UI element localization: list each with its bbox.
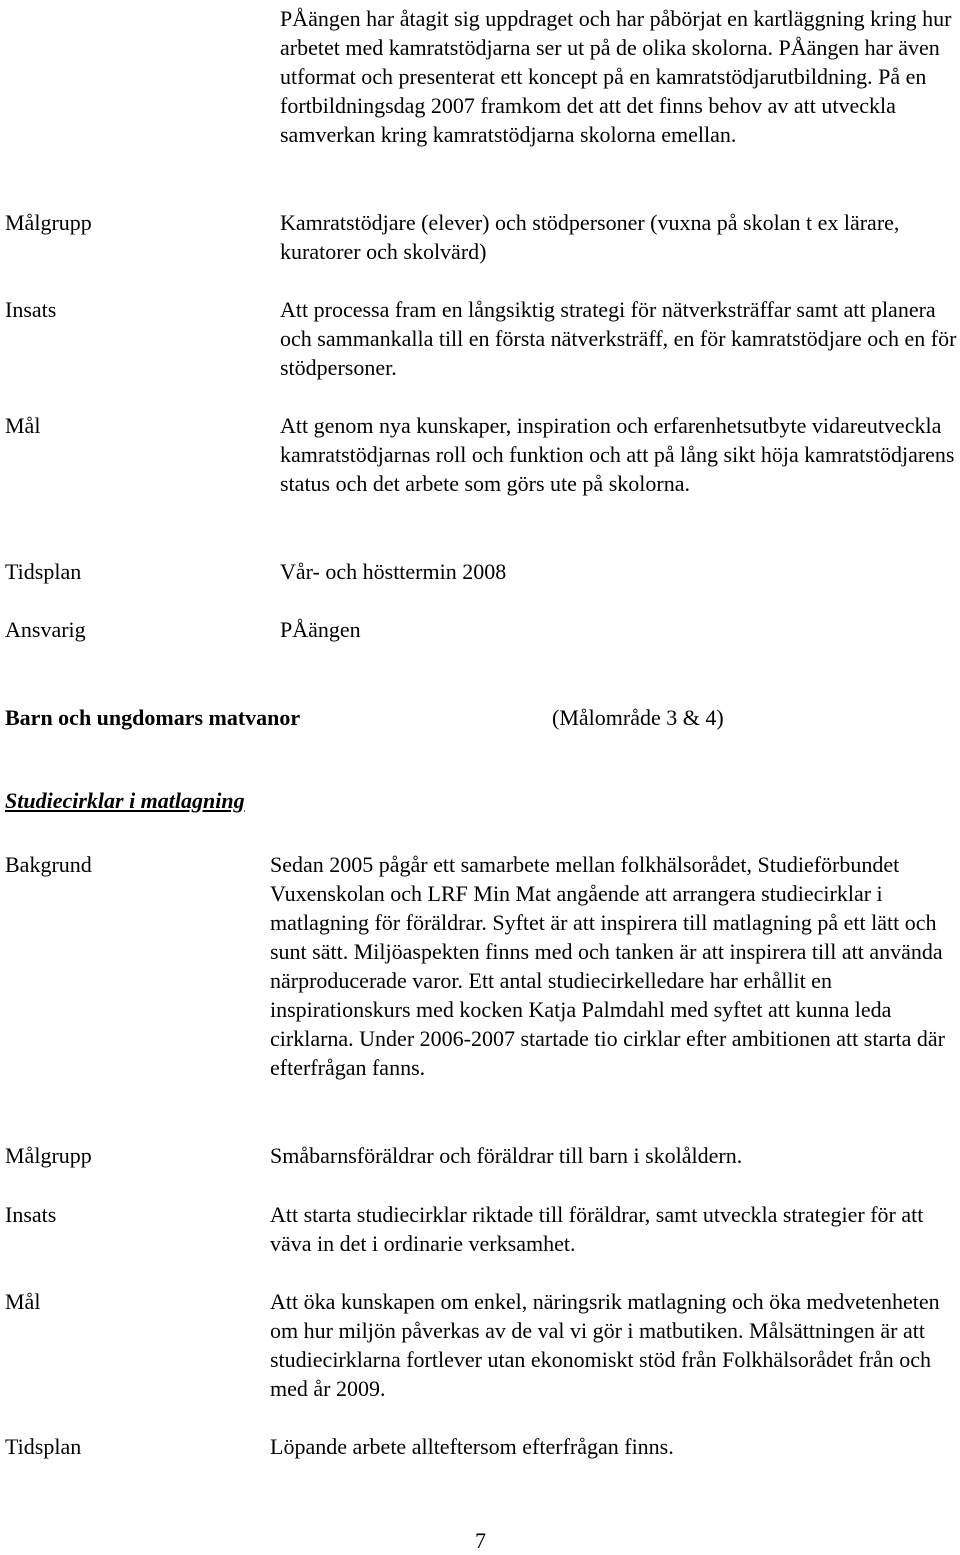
intro-paragraph: PÅängen har åtagit sig uppdraget och har påbörjat en kartläggning kring hur arbetet med kamratstödjarna ser ut på de olika skolorna. PÅängen har även utformat och presenterat ett koncept på en kamratstödjarutbildning. På en fortbildningsdag 2007 framkom det att det finns behov av att utveckla samverkan kring kamratstödjarna skolorna emellan. — [280, 6, 952, 147]
ansvarig-label: Ansvarig — [5, 617, 86, 642]
mal-label: Mål — [5, 413, 41, 438]
tidsplan-text-2: Löpande arbete allteftersom efterfrågan finns. — [270, 1434, 674, 1459]
page-number: 7 — [475, 1528, 486, 1553]
insats-text: Att processa fram en långsiktig strategi för nätverksträffar samt att planera och sammankalla till en första nätverksträff, en för kamratstödjare och en för stödpersoner. — [280, 297, 957, 380]
mal-text-2: Att öka kunskapen om enkel, näringsrik matlagning och öka medvetenheten om hur miljön påverkas av de val vi gör i matbutiken. Målsättningen är att studiecirklarna fortlever utan ekonomiskt stöd från Folkhälsorådet från och med år 2009. — [270, 1289, 940, 1401]
bakgrund-text: Sedan 2005 pågår ett samarbete mellan folkhälsorådet, Studieförbundet Vuxenskolan och LRF Min Mat angående att arrangera studiecirklar i matlagning för föräldrar. Syftet är att inspirera till matlagning på ett lätt och sunt sätt. Miljöaspekten finns med och tanken är att inspirera till att använda närproducerade varor. Ett antal studiecirkelledare har erhållit en inspirationskurs med kocken Katja Palmdahl med syftet att kunna leda cirklarna. Under 2006-2007 startade tio cirklar efter ambitionen att starta där efterfrågan fanns. — [270, 852, 946, 1080]
ansvarig-text: PÅängen — [280, 617, 361, 642]
malgrupp-text: Kamratstödjare (elever) och stödpersoner (vuxna på skolan t ex lärare, kuratorer och skolvärd) — [280, 210, 900, 264]
insats-text-2: Att starta studiecirklar riktade till föräldrar, samt utveckla strategier för att väva in det i ordinarie verksamhet. — [270, 1202, 924, 1256]
malgrupp-text-2: Småbarnsföräldrar och föräldrar till barn i skolåldern. — [270, 1143, 743, 1168]
section-subtitle: Studiecirklar i matlagning — [5, 788, 245, 813]
malgrupp-label-2: Målgrupp — [5, 1143, 92, 1168]
mal-text: Att genom nya kunskaper, inspiration och erfarenhetsutbyte vidareutveckla kamratstödjarnas roll och funktion och att på lång sikt höja kamratstödjarens status och det arbete som görs ute på skolorna. — [280, 413, 955, 496]
tidsplan-label: Tidsplan — [5, 559, 82, 584]
mal-label-2: Mål — [5, 1289, 41, 1314]
target-area: (Målområde 3 & 4) — [552, 705, 724, 730]
section-title: Barn och ungdomars matvanor — [5, 705, 301, 730]
tidsplan-label-2: Tidsplan — [5, 1434, 82, 1459]
insats-label-2: Insats — [5, 1202, 57, 1227]
tidsplan-text: Vår- och hösttermin 2008 — [280, 559, 507, 584]
insats-label: Insats — [5, 297, 57, 322]
bakgrund-label: Bakgrund — [5, 852, 92, 877]
malgrupp-label: Målgrupp — [5, 210, 92, 235]
